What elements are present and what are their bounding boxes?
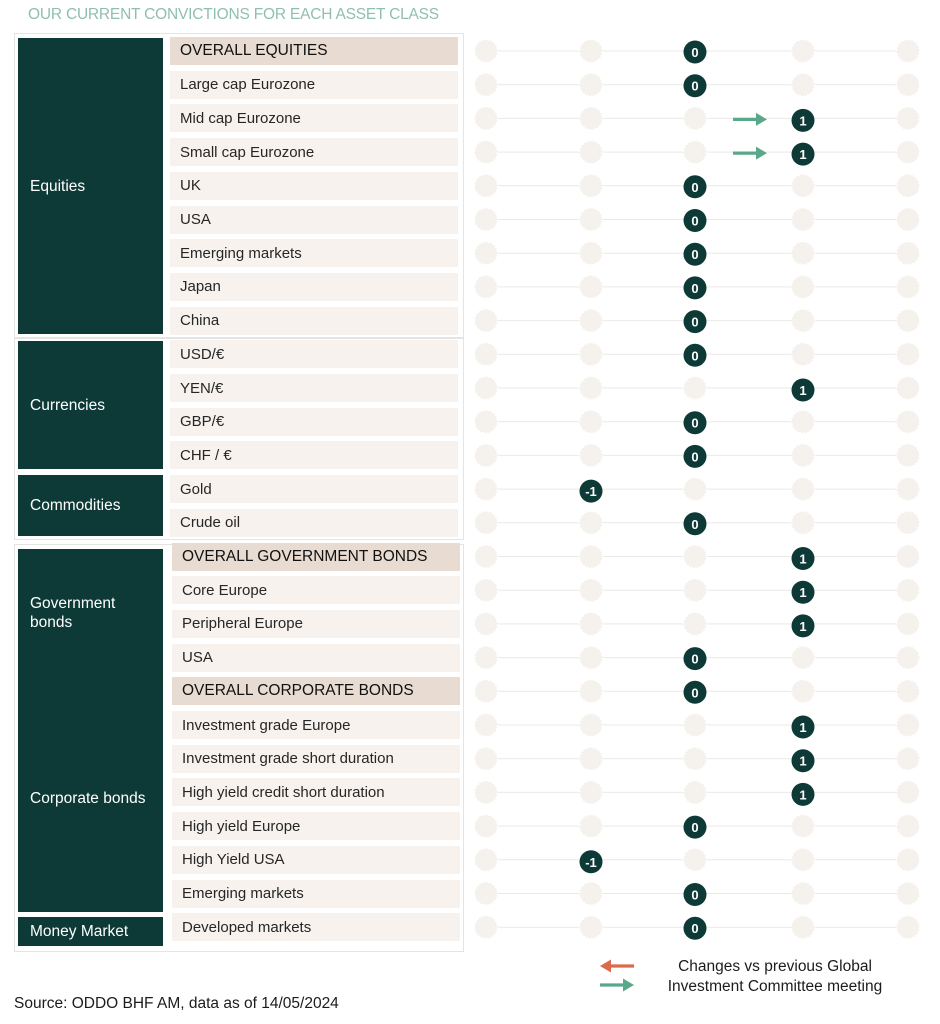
empty-dot [897, 309, 920, 332]
row-label: High Yield USA [172, 846, 460, 874]
conviction-value: 0 [691, 314, 699, 330]
conviction-value: 0 [691, 45, 699, 60]
empty-dot [580, 747, 603, 770]
overall-row-label: OVERALL GOVERNMENT BONDS [172, 543, 460, 571]
empty-dot [897, 680, 920, 703]
empty-dot [580, 612, 603, 635]
conviction-value: 0 [691, 415, 699, 431]
empty-dot [475, 916, 498, 939]
empty-dot [580, 309, 603, 332]
empty-dot [897, 579, 920, 602]
empty-dot [475, 815, 498, 838]
empty-dot [684, 141, 707, 164]
conviction-marker [684, 243, 707, 266]
conviction-marker [684, 681, 707, 704]
chart-title: OUR CURRENT CONVICTIONS FOR EACH ASSET CLASS [28, 6, 439, 23]
conviction-marker [792, 143, 815, 166]
empty-dot [792, 680, 815, 703]
group-equities: Equities [18, 38, 163, 334]
conviction-marker [684, 816, 707, 839]
conviction-value: 0 [691, 449, 699, 465]
conviction-value: 0 [691, 651, 699, 667]
row-label: Emerging markets [172, 880, 460, 908]
overall-row-label: OVERALL CORPORATE BONDS [172, 677, 460, 705]
empty-dot [580, 815, 603, 838]
legend-up-arrow [600, 979, 634, 992]
empty-dot [897, 343, 920, 366]
row-label: High yield Europe [172, 812, 460, 840]
empty-dot [897, 781, 920, 804]
empty-dot [580, 242, 603, 265]
conviction-value: -1 [585, 854, 597, 870]
conviction-value: 0 [691, 247, 699, 263]
empty-dot [475, 377, 498, 400]
empty-dot [475, 174, 498, 197]
empty-dot [792, 275, 815, 298]
row-label: Peripheral Europe [172, 610, 460, 638]
empty-dot [792, 40, 815, 63]
row-label: Japan [170, 273, 458, 301]
empty-dot [897, 275, 920, 298]
empty-dot [475, 714, 498, 737]
empty-dot [475, 242, 498, 265]
empty-dot [897, 174, 920, 197]
empty-dot [580, 511, 603, 534]
conviction-value: 0 [691, 887, 699, 903]
empty-dot [897, 714, 920, 737]
empty-dot [580, 275, 603, 298]
empty-dot [897, 40, 920, 63]
empty-dot [475, 579, 498, 602]
empty-dot [475, 680, 498, 703]
empty-dot [792, 646, 815, 669]
group-commodities: Commodities [18, 475, 163, 536]
conviction-value: 1 [799, 383, 807, 398]
conviction-value: 1 [799, 113, 807, 129]
change-up-arrow [733, 147, 767, 160]
empty-dot [792, 444, 815, 467]
row-label: Core Europe [172, 576, 460, 604]
empty-dot [475, 848, 498, 871]
empty-dot [792, 511, 815, 534]
legend-text: Changes vs previous Global Investment Committee meeting [667, 958, 883, 995]
row-label: USA [170, 206, 458, 234]
conviction-value: 0 [691, 280, 699, 296]
empty-dot [897, 511, 920, 534]
conviction-marker [684, 344, 707, 367]
empty-dot [897, 848, 920, 871]
row-label: Developed markets [172, 913, 460, 941]
conviction-marker [684, 41, 707, 64]
empty-dot [580, 73, 603, 96]
empty-dot [475, 545, 498, 568]
empty-dot [897, 444, 920, 467]
conviction-marker [684, 883, 707, 906]
conviction-value: 0 [691, 179, 699, 195]
empty-dot [580, 714, 603, 737]
empty-dot [475, 107, 498, 130]
overall-row-label: OVERALL EQUITIES [170, 37, 458, 65]
conviction-marker [792, 547, 815, 570]
row-label: High yield credit short duration [172, 778, 460, 806]
row-label: Gold [170, 475, 458, 503]
row-label: USA [172, 644, 460, 672]
empty-dot [475, 882, 498, 905]
empty-dot [684, 612, 707, 635]
conviction-marker [792, 379, 815, 402]
empty-dot [580, 343, 603, 366]
conviction-marker [792, 581, 815, 604]
empty-dot [684, 377, 707, 400]
row-label: Investment grade Europe [172, 711, 460, 739]
empty-dot [475, 208, 498, 231]
conviction-marker [580, 850, 603, 873]
empty-dot [580, 680, 603, 703]
conviction-marker [684, 175, 707, 198]
empty-dot [684, 714, 707, 737]
legend-down-arrow [600, 960, 634, 973]
empty-dot [475, 73, 498, 96]
row-label: Mid cap Eurozone [170, 104, 458, 132]
group-government-bonds-label: Government bonds [30, 595, 116, 631]
row-label: YEN/€ [170, 374, 458, 402]
row-label: UK [170, 172, 458, 200]
conviction-value: 0 [691, 820, 699, 836]
row-label: Investment grade short duration [172, 745, 460, 773]
empty-dot [792, 916, 815, 939]
conviction-marker [684, 445, 707, 468]
conviction-value: 1 [799, 147, 807, 163]
empty-dot [580, 545, 603, 568]
row-label: Crude oil [170, 509, 458, 537]
empty-dot [897, 478, 920, 501]
empty-dot [684, 781, 707, 804]
conviction-marker [684, 209, 707, 232]
empty-dot [897, 646, 920, 669]
conviction-marker [684, 411, 707, 434]
source-note: Source: ODDO BHF AM, data as of 14/05/2024 [14, 995, 339, 1012]
empty-dot [580, 174, 603, 197]
empty-dot [475, 478, 498, 501]
empty-dot [897, 882, 920, 905]
empty-dot [897, 545, 920, 568]
conviction-marker [684, 310, 707, 333]
empty-dot [897, 107, 920, 130]
conviction-value: 1 [799, 618, 807, 634]
empty-dot [580, 410, 603, 433]
conviction-marker [792, 716, 815, 739]
empty-dot [792, 848, 815, 871]
conviction-value: 0 [691, 348, 699, 364]
row-label: Large cap Eurozone [170, 71, 458, 99]
group-money-market: Money Market [18, 917, 163, 946]
empty-dot [580, 40, 603, 63]
conviction-marker [792, 783, 815, 806]
empty-dot [475, 612, 498, 635]
empty-dot [792, 208, 815, 231]
empty-dot [897, 73, 920, 96]
conviction-value: -1 [585, 484, 597, 500]
conviction-value: 0 [691, 921, 699, 937]
empty-dot [580, 916, 603, 939]
empty-dot [475, 40, 498, 63]
conviction-marker [684, 917, 707, 940]
empty-dot [792, 242, 815, 265]
empty-dot [792, 410, 815, 433]
empty-dot [792, 174, 815, 197]
empty-dot [580, 579, 603, 602]
empty-dot [792, 815, 815, 838]
empty-dot [475, 511, 498, 534]
empty-dot [475, 747, 498, 770]
empty-dot [475, 343, 498, 366]
change-up-arrow [733, 113, 767, 126]
group-corporate-bonds: Corporate bonds [18, 684, 163, 912]
empty-dot [580, 444, 603, 467]
empty-dot [475, 141, 498, 164]
empty-dot [792, 309, 815, 332]
conviction-marker [792, 749, 815, 772]
conviction-value: 0 [691, 516, 699, 532]
empty-dot [475, 309, 498, 332]
row-label: China [170, 307, 458, 335]
empty-dot [684, 107, 707, 130]
empty-dot [792, 343, 815, 366]
empty-dot [475, 275, 498, 298]
empty-dot [792, 73, 815, 96]
conviction-marker [580, 480, 603, 503]
empty-dot [580, 882, 603, 905]
row-label: Emerging markets [170, 239, 458, 267]
conviction-value: 0 [691, 685, 699, 701]
conviction-marker [792, 109, 815, 132]
row-label: Small cap Eurozone [170, 138, 458, 166]
empty-dot [897, 377, 920, 400]
empty-dot [475, 444, 498, 467]
empty-dot [897, 208, 920, 231]
conviction-marker [684, 647, 707, 670]
empty-dot [897, 612, 920, 635]
empty-dot [684, 579, 707, 602]
empty-dot [897, 916, 920, 939]
conviction-value: 0 [691, 78, 699, 94]
row-label: GBP/€ [170, 408, 458, 436]
row-label: USD/€ [170, 340, 458, 368]
empty-dot [792, 478, 815, 501]
conviction-value: 1 [799, 720, 807, 735]
empty-dot [684, 545, 707, 568]
group-currencies: Currencies [18, 341, 163, 469]
conviction-value: 1 [799, 787, 807, 803]
empty-dot [897, 815, 920, 838]
empty-dot [684, 848, 707, 871]
empty-dot [684, 478, 707, 501]
conviction-marker [792, 614, 815, 637]
empty-dot [580, 377, 603, 400]
empty-dot [580, 781, 603, 804]
row-label: CHF / € [170, 441, 458, 469]
empty-dot [897, 410, 920, 433]
empty-dot [897, 242, 920, 265]
empty-dot [897, 141, 920, 164]
conviction-marker [684, 74, 707, 97]
conviction-value: 0 [691, 213, 699, 229]
conviction-value: 1 [799, 585, 807, 601]
empty-dot [580, 646, 603, 669]
empty-dot [684, 747, 707, 770]
empty-dot [580, 107, 603, 130]
empty-dot [475, 646, 498, 669]
empty-dot [792, 882, 815, 905]
conviction-value: 1 [799, 551, 807, 567]
empty-dot [897, 747, 920, 770]
empty-dot [475, 781, 498, 804]
empty-dot [475, 410, 498, 433]
conviction-marker [684, 276, 707, 299]
empty-dot [580, 141, 603, 164]
conviction-value: 1 [799, 753, 807, 769]
empty-dot [580, 208, 603, 231]
conviction-marker [684, 512, 707, 535]
